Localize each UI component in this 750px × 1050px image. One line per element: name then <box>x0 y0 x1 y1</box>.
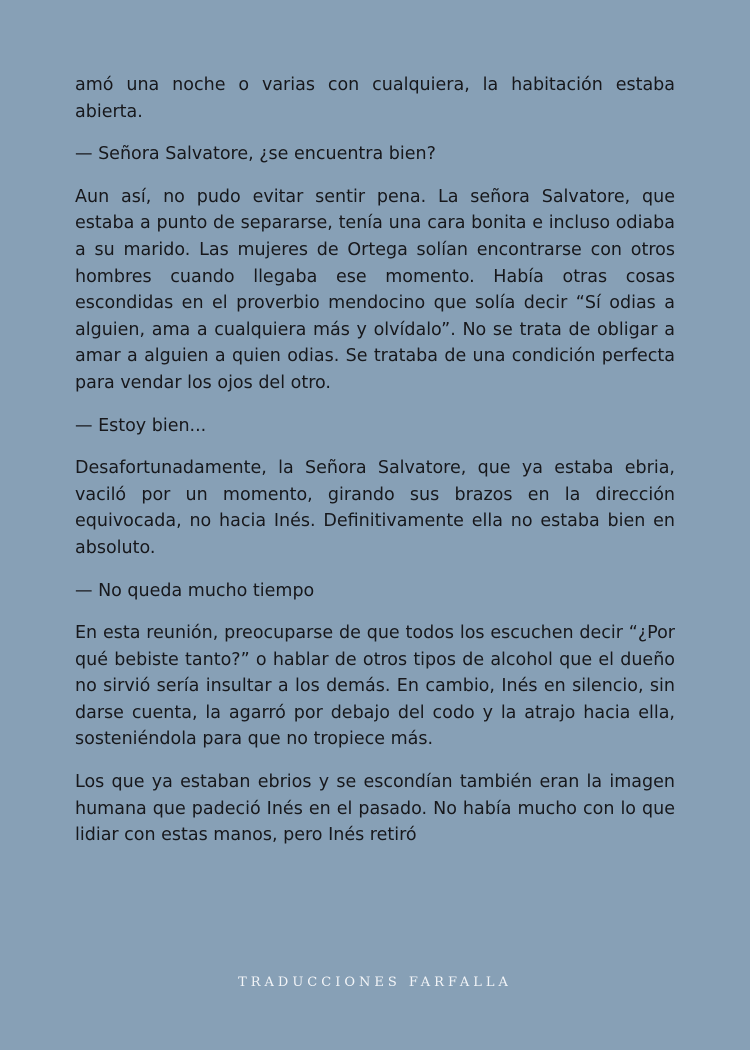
dialogue-line: — Señora Salvatore, ¿se encuentra bien? <box>75 144 436 165</box>
paragraph-continuation: amó una noche o varias con cualquiera, la habitación estaba abierta. <box>75 75 675 122</box>
paragraph: Aun así, no pudo evitar sentir pena. La señora Salvatore, que estaba a punto de separarse, tenía una cara bonita e incluso odiaba a su marido. Las mujeres de Ortega solían encontrarse con otros hombres cuando llegaba ese momento. Había otras cosas escondidas en el proverbio mendocino que solía decir “Sí odias a alguien, ama a cualquiera más y olvídalo”. No se trata de obligar a amar a alguien a quien odias. Se trataba de una condición perfecta para vendar los ojos del otro. <box>75 186 675 393</box>
publisher-footer: TRADUCCIONES FARFALLA <box>238 975 512 990</box>
paragraph: En esta reunión, preocuparse de que todos los escuchen decir “¿Por qué bebiste tanto?” o hablar de otros tipos de alcohol que el dueño no sirvió sería insultar a los demás. En cambio, Inés en silencio, sin darse cuenta, la agarró por debajo del codo y la atrajo hacia ella, sosteniéndola para que no tropiece más. <box>75 623 675 750</box>
paragraph-truncated: Los que ya estaban ebrios y se escondían también eran la imagen humana que padeció Inés en el pasado. No había mucho con lo que lidiar con estas manos, pero Inés retiró <box>75 772 675 846</box>
dialogue-line: — No queda mucho tiempo <box>75 580 315 601</box>
dialogue-line: — Estoy bien... <box>75 415 207 436</box>
page-body <box>75 72 675 865</box>
paragraph: Desafortunadamente, la Señora Salvatore, que ya estaba ebria, vaciló por un momento, girando sus brazos en la dirección equivocada, no hacia Inés. Definitivamente ella no estaba bien en absoluto. <box>75 458 675 558</box>
